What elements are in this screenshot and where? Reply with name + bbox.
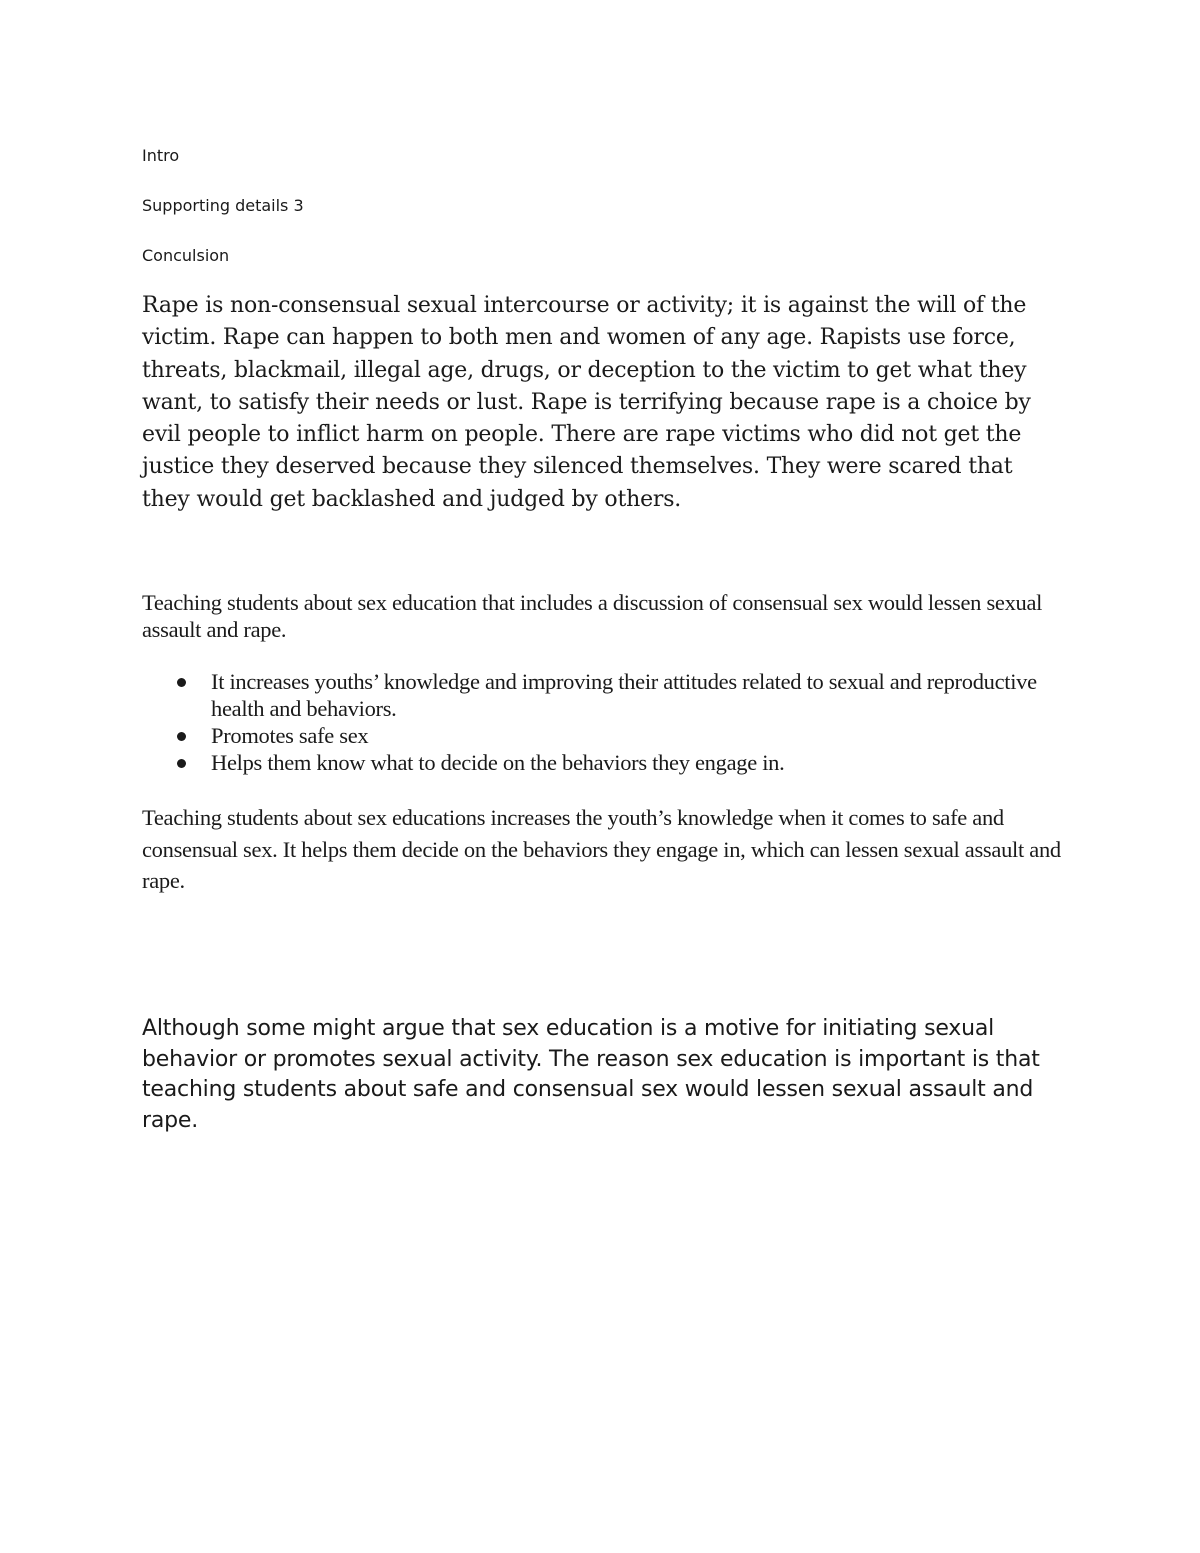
supporting-bullet-list xyxy=(142,668,1042,776)
conclusion-paragraph: Teaching students about sex educations increases the youth’s knowledge when it comes to safe and consensual sex. It helps them decide on the behaviors they engage in, which can lessen sexual assault and rape. xyxy=(142,805,1061,893)
outline-supporting-details: Supporting details 3 xyxy=(142,196,304,215)
bullet-icon xyxy=(177,732,186,741)
bullet-icon xyxy=(177,759,186,768)
list-item xyxy=(142,722,1042,749)
intro-paragraph: Rape is non-consensual sexual intercourse or activity; it is against the will of the victim. Rape can happen to both men and women of any age. Rapists use force, threats, blackmail, illegal age, drugs, or deception to the victim to get what they want, to satisfy their needs or lust. Rape is terrifying because rape is a choice by evil people to inflict harm on people. There are rape victims who did not get the justice they deserved because they silenced themselves. They were scared that they would get backlashed and judged by others. xyxy=(142,293,1031,512)
bullet-icon xyxy=(177,678,186,687)
list-item-text: Helps them know what to decide on the behaviors they engage in. xyxy=(211,750,785,775)
list-item xyxy=(142,668,1042,722)
list-item-text: Promotes safe sex xyxy=(211,723,369,748)
list-item xyxy=(142,749,1042,776)
list-item-text: It increases youths’ knowledge and improving their attitudes related to sexual and reproductive health and behaviors. xyxy=(211,669,1037,721)
outline-conclusion: Conculsion xyxy=(142,246,230,265)
outline-intro: Intro xyxy=(142,146,180,165)
counterargument-paragraph: Although some might argue that sex education is a motive for initiating sexual behavior or promotes sexual activity. The reason sex education is important is that teaching students about safe and consensual sex would lessen sexual assault and rape. xyxy=(142,1016,1040,1133)
thesis-statement: Teaching students about sex education that includes a discussion of consensual sex would lessen sexual assault and rape. xyxy=(142,590,1043,642)
